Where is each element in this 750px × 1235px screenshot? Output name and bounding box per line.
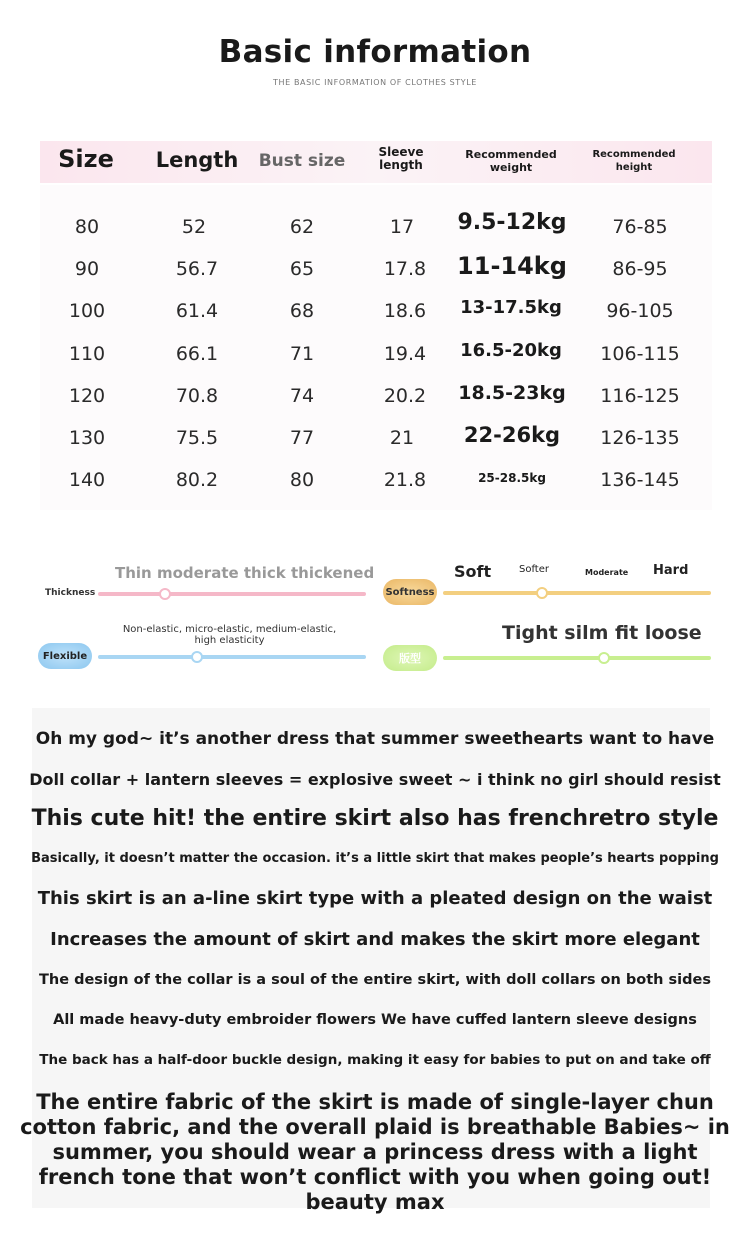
table-cell: 52	[181, 216, 207, 238]
softness-track	[443, 591, 711, 595]
description-line: This skirt is an a-line skirt type with a pleated design on the waist	[37, 888, 713, 909]
softness-option-soft: Soft	[454, 562, 492, 581]
table-cell-weight: 25-28.5kg	[478, 471, 546, 485]
flexible-badge: Flexible	[38, 643, 92, 669]
table-cell: 19.4	[383, 343, 427, 365]
table-cell: 21.8	[383, 469, 427, 491]
table-cell: 116-125	[600, 385, 680, 407]
description-line: Increases the amount of skirt and makes the skirt more elegant	[50, 929, 700, 950]
table-cell: 76-85	[612, 216, 668, 238]
description-line: Oh my god~ it’s another dress that summer sweethearts want to have	[35, 729, 715, 749]
table-cell: 80.2	[175, 469, 219, 491]
table-cell: 68	[289, 300, 315, 322]
header-recommended-height: Recommended height	[592, 149, 676, 173]
header-sleeve-length: Sleeve length	[378, 145, 424, 172]
table-cell: 61.4	[175, 300, 219, 322]
table-cell: 65	[289, 258, 315, 280]
table-cell: 71	[289, 343, 315, 365]
table-cell: 20.2	[383, 385, 427, 407]
thickness-track	[98, 592, 366, 596]
description-line: The design of the collar is a soul of the entire skirt, with doll collars on both sides	[39, 972, 711, 988]
description-paragraph: The entire fabric of the skirt is made of single-layer chun cotton fabric, and the overall plaid is breathable Babies~ in summer, you should wear a princess dress with a light french tone that won’t conflict with you when going out! beauty max	[20, 1090, 730, 1214]
softness-option-moderate: Moderate	[585, 568, 629, 577]
page-title: Basic information	[218, 34, 532, 70]
table-cell: 75.5	[175, 427, 219, 449]
description-line: Basically, it doesn’t matter the occasion. it’s a little skirt that makes people’s hearts popping	[31, 851, 719, 866]
table-cell: 140	[68, 469, 106, 491]
table-cell: 18.6	[383, 300, 427, 322]
table-cell: 80	[289, 469, 315, 491]
table-cell-weight: 13-17.5kg	[460, 297, 562, 318]
description-line: Doll collar + lantern sleeves = explosive sweet ~ i think no girl should resist	[29, 770, 721, 789]
table-cell: 56.7	[175, 258, 219, 280]
thickness-options: Thin moderate thick thickened	[115, 564, 375, 582]
table-cell: 21	[389, 427, 415, 449]
table-cell: 86-95	[612, 258, 668, 280]
table-cell: 130	[68, 427, 106, 449]
fit-track	[443, 656, 711, 660]
table-cell: 120	[68, 385, 106, 407]
description-line: This cute hit! the entire skirt also has frenchretro style	[31, 806, 719, 831]
flexible-knob	[191, 651, 203, 663]
table-cell: 110	[68, 343, 106, 365]
table-cell: 80	[74, 216, 100, 238]
softness-option-hard: Hard	[653, 563, 689, 578]
fit-options: Tight silm fit loose	[502, 622, 702, 644]
softness-badge: Softness	[383, 579, 437, 605]
flexible-track	[98, 655, 366, 659]
header-length: Length	[155, 148, 239, 172]
thickness-knob	[159, 588, 171, 600]
fit-knob	[598, 652, 610, 664]
table-cell: 77	[289, 427, 315, 449]
table-cell: 70.8	[175, 385, 219, 407]
fit-badge: 版型	[383, 645, 437, 671]
table-cell-weight: 16.5-20kg	[460, 340, 562, 361]
table-cell: 136-145	[600, 469, 680, 491]
table-cell: 90	[74, 258, 100, 280]
table-cell: 66.1	[175, 343, 219, 365]
header-bust-size: Bust size	[258, 151, 346, 171]
softness-option-softer: Softer	[519, 564, 549, 575]
flexible-options: Non-elastic, micro-elastic, medium-elastic, high elasticity	[122, 624, 337, 646]
table-cell-weight: 18.5-23kg	[458, 382, 566, 404]
table-cell-weight: 22-26kg	[463, 423, 561, 447]
header-size: Size	[58, 145, 114, 173]
table-cell: 96-105	[606, 300, 674, 322]
thickness-label: Thickness	[45, 588, 96, 598]
table-cell: 100	[68, 300, 106, 322]
table-cell: 126-135	[600, 427, 680, 449]
table-cell: 17.8	[383, 258, 427, 280]
page-subtitle: THE BASIC INFORMATION OF CLOTHES STYLE	[273, 78, 477, 87]
table-cell-weight: 11-14kg	[457, 252, 567, 280]
table-cell-weight: 9.5-12kg	[457, 210, 567, 235]
table-cell: 74	[289, 385, 315, 407]
header-recommended-weight: Recommended weight	[465, 148, 557, 174]
table-cell: 62	[289, 216, 315, 238]
softness-knob	[536, 587, 548, 599]
table-cell: 106-115	[600, 343, 680, 365]
table-cell: 17	[389, 216, 415, 238]
description-line: All made heavy-duty embroider flowers We have cuffed lantern sleeve designs	[53, 1012, 697, 1028]
description-line: The back has a half-door buckle design, making it easy for babies to put on and take off	[39, 1052, 711, 1068]
